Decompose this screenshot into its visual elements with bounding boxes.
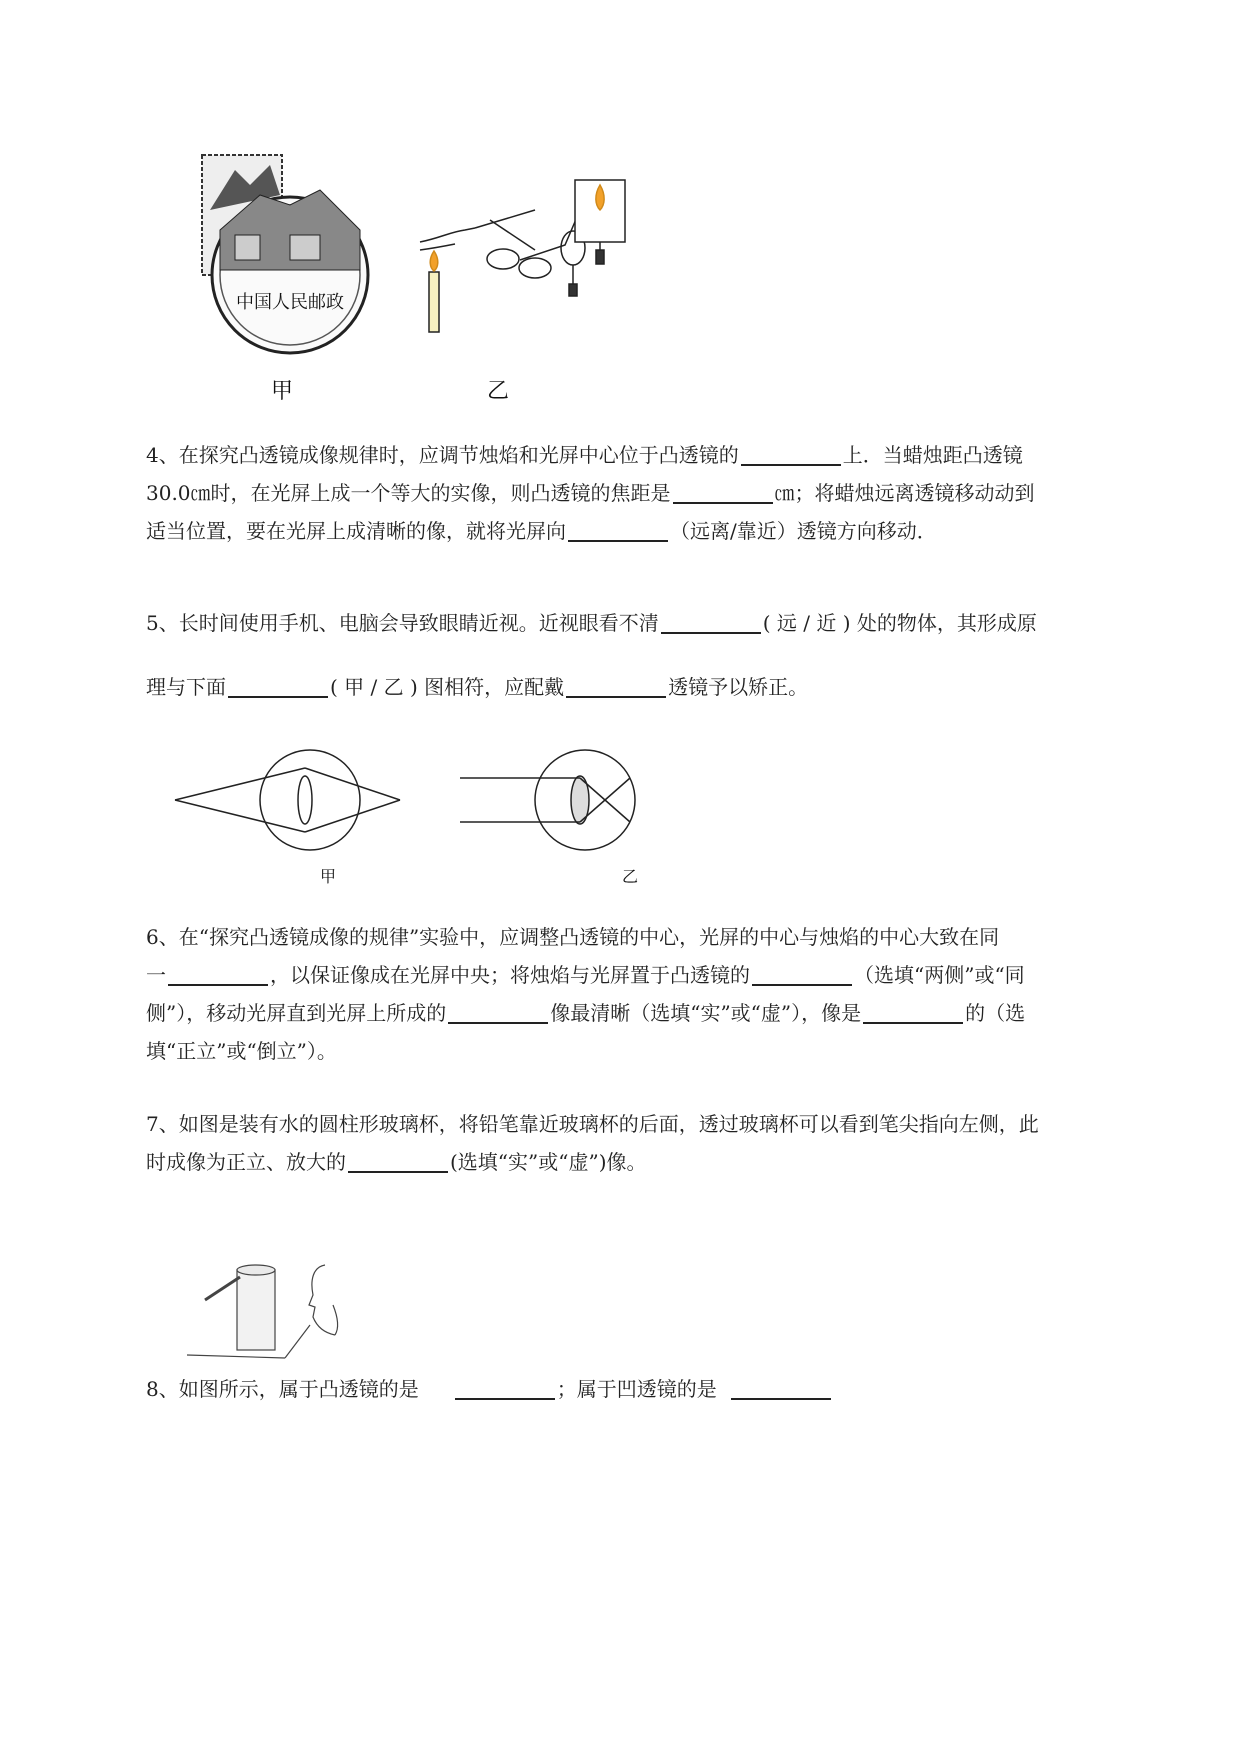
question-text: 的（选 bbox=[965, 1001, 1026, 1025]
lens-experiment-setup bbox=[420, 180, 625, 332]
question-text: （远离/靠近）透镜方向移动． bbox=[670, 519, 937, 543]
eye-diagram-left bbox=[175, 750, 400, 850]
figure1-label-right: 乙 bbox=[486, 379, 510, 404]
question-text: 如图是装有水的圆柱形玻璃杯，将铅笔靠近玻璃杯的后面，透过玻璃杯可以看到笔尖指向左侧，此 bbox=[178, 1112, 1039, 1136]
answer-blank[interactable] bbox=[741, 442, 841, 466]
eye-diagram-right bbox=[460, 750, 635, 850]
question-text: 理与下面 bbox=[146, 675, 226, 699]
question-6 bbox=[146, 918, 1146, 1070]
answer-blank[interactable] bbox=[455, 1376, 555, 1400]
answer-blank[interactable] bbox=[752, 962, 852, 986]
answer-blank[interactable] bbox=[228, 674, 328, 698]
figure1-label-left: 甲 bbox=[270, 379, 294, 404]
question-8 bbox=[146, 1370, 1146, 1408]
question-text: ；属于凹透镜的是 bbox=[556, 1377, 717, 1401]
question-text: 透镜予以矫正。 bbox=[668, 675, 809, 699]
answer-blank[interactable] bbox=[661, 610, 761, 634]
figure-magnifier-and-lens-setup bbox=[190, 150, 710, 410]
stamp-text: 中国人民邮政 bbox=[236, 292, 344, 313]
question-text: ㎝；将蜡烛远离透镜移动动到 bbox=[774, 481, 1035, 505]
question-text: 适当位置，要在光屏上成清晰的像，就将光屏向 bbox=[146, 519, 566, 543]
figure2-label-right: 乙 bbox=[621, 867, 639, 886]
answer-blank[interactable] bbox=[731, 1376, 831, 1400]
answer-blank[interactable] bbox=[168, 962, 268, 986]
question-text: 在探究凸透镜成像规律时，应调节烛焰和光屏中心位于凸透镜的 bbox=[178, 443, 739, 467]
question-text: 填“正立”或“倒立”）。 bbox=[146, 1039, 337, 1063]
question-text: ( 远 / 近 ) 处的物体，其形成原 bbox=[762, 611, 1037, 635]
question-text: 如图所示，属于凸透镜的是 bbox=[178, 1377, 419, 1401]
answer-blank[interactable] bbox=[568, 518, 668, 542]
answer-blank[interactable] bbox=[348, 1149, 448, 1173]
question-number: 6、 bbox=[146, 925, 179, 949]
answer-blank[interactable] bbox=[448, 1000, 548, 1024]
question-text: 一 bbox=[146, 963, 166, 987]
question-text: ( 甲 / 乙 ) 图相符，应配戴 bbox=[330, 675, 565, 699]
figure2-label-left: 甲 bbox=[319, 867, 337, 886]
question-text: 30.0㎝时，在光屏上成一个等大的实像，则凸透镜的焦距是 bbox=[146, 481, 671, 505]
question-text: 时成像为正立、放大的 bbox=[146, 1150, 346, 1174]
figure-eye-diagrams bbox=[170, 740, 690, 890]
question-text: （选填“两侧”或“同 bbox=[854, 963, 1025, 987]
answer-blank[interactable] bbox=[863, 1000, 963, 1024]
question-text: 像最清晰（选填“实”或“虚”），像是 bbox=[550, 1001, 862, 1025]
stamp-under-magnifier bbox=[202, 155, 368, 353]
figure-glass-and-pencil bbox=[185, 1255, 385, 1365]
question-5 bbox=[146, 591, 1146, 719]
question-text: 长时间使用手机、电脑会导致眼睛近视。近视眼看不清 bbox=[178, 611, 659, 635]
question-text: 在“探究凸透镜成像的规律”实验中，应调整凸透镜的中心，光屏的中心与烛焰的中心大致在同 bbox=[178, 925, 1000, 949]
question-text: 上．当蜡烛距凸透镜 bbox=[842, 443, 1023, 467]
answer-blank[interactable] bbox=[673, 480, 773, 504]
question-number: 8、 bbox=[146, 1377, 179, 1401]
question-text: (选填“实”或“虚”)像。 bbox=[450, 1150, 647, 1174]
answer-blank[interactable] bbox=[566, 674, 666, 698]
question-text: ，以保证像成在光屏中央；将烛焰与光屏置于凸透镜的 bbox=[270, 963, 750, 987]
question-7 bbox=[146, 1105, 1146, 1181]
question-number: 5、 bbox=[146, 611, 179, 635]
question-4 bbox=[146, 436, 1146, 550]
question-number: 7、 bbox=[146, 1112, 179, 1136]
question-number: 4、 bbox=[146, 443, 179, 467]
question-text: 侧”），移动光屏直到光屏上所成的 bbox=[146, 1001, 447, 1025]
